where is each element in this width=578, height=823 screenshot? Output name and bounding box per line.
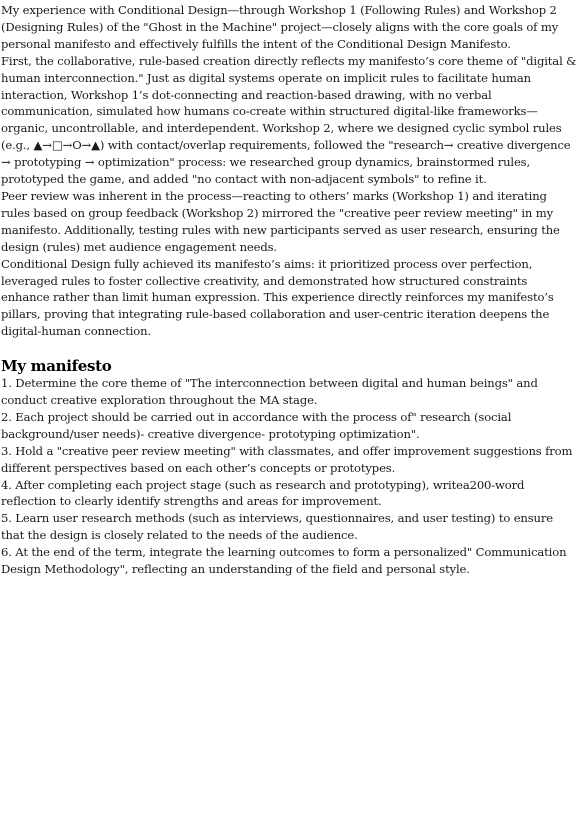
manifesto-item: 5. Learn user research methods (such as interviews, questionnaires, and user testing) to ensure that the design is closely related to the needs of the audience. [1, 511, 553, 543]
manifesto-item: 6. At the end of the term, integrate the learning outcomes to form a personalized" Communication Design Methodology", reflecting an understanding of the field and personal style. [1, 545, 567, 577]
reflection-paragraph-interconnection: First, the collaborative, rule-based creation directly reflects my manifesto’s core theme of "digital & human interconnection." Just as digital systems operate on implicit rules to facilitate human interaction, Workshop 1’s dot-connecting and reaction-based drawing, with no verbal communication, simulated how humans co-create within structured digital-like frameworks—organic, uncontrollable, and interdependent. Workshop 2, where we designed cyclic symbol rules (e.g., ▲→□→O→▲) with contact/overlap requirements, followed the "research→ creative divergence → prototyping → optimization" process: we researched group dynamics, brainstormed rules, prototyped the game, and added "no contact with non-adjacent symbols" to refine it. [1, 53, 577, 187]
manifesto-item: 3. Hold a "creative peer review meeting" with classmates, and offer improvement suggestions from different perspectives based on each other’s concepts or prototypes. [1, 443, 573, 475]
manifesto-item: 2. Each project should be carried out in accordance with the process of" research (social background/user needs)- creative divergence- prototyping optimization". [1, 409, 512, 441]
manifesto-list [1, 375, 577, 578]
reflection-paragraph-intro: My experience with Conditional Design—through Workshop 1 (Following Rules) and Workshop 2 (Designing Rules) of the "Ghost in the Machine" project—closely aligns with the core goals of my personal manifesto and effectively fulfills the intent of the Conditional Design Manifesto. [1, 3, 559, 51]
document-body [1, 2, 577, 578]
reflection-paragraph-conclusion: Conditional Design fully achieved its manifesto’s aims: it prioritized process over perfection, leveraged rules to foster collective creativity, and demonstrated how structured constraints enhance rather than limit human expression. This experience directly reinforces my manifesto’s pillars, proving that integrating rule-based collaboration and user-centric iteration deepens the digital-human connection. [1, 256, 554, 339]
manifesto-heading: My manifesto [1, 357, 112, 376]
reflection-paragraph-peer-review: Peer review was inherent in the process—reacting to others’ marks (Workshop 1) and iterating rules based on group feedback (Workshop 2) mirrored the "creative peer review meeting" in my manifesto. Additionally, testing rules with new participants served as user research, ensuring the design (rules) met audience engagement needs. [1, 188, 560, 254]
section-spacer [1, 340, 577, 357]
manifesto-item: 1. Determine the core theme of "The interconnection between digital and human beings" and conduct creative exploration throughout the MA stage. [1, 376, 538, 408]
manifesto-item: 4. After completing each project stage (such as research and prototyping), writea200-word reflection to clearly identify strengths and areas for improvement. [1, 477, 525, 509]
